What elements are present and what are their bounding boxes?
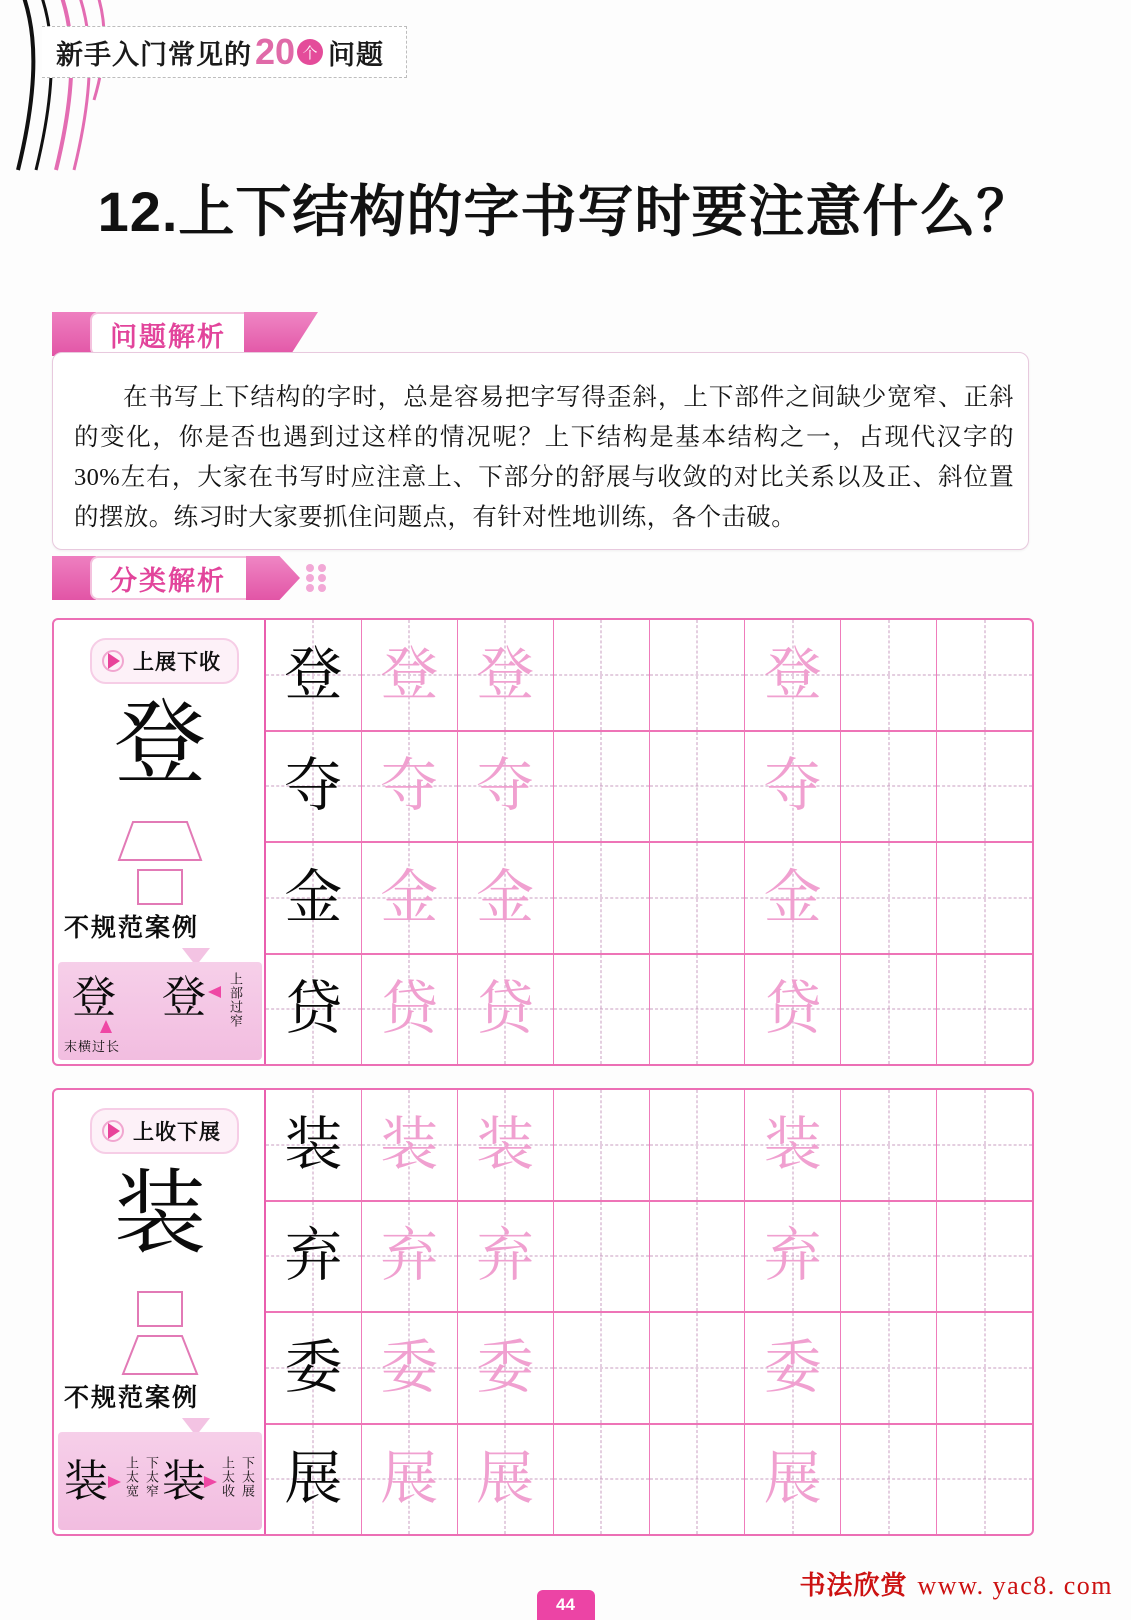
block-2-bad-char-1: 装	[64, 1457, 108, 1506]
block-1-row-2	[266, 732, 1032, 844]
block-2-bad-arrow-1-icon	[108, 1476, 121, 1488]
grid-cell[interactable]	[266, 1202, 362, 1312]
grid-char-trace: 登	[380, 641, 439, 707]
grid-char-trace: 登	[763, 641, 822, 707]
grid-char-model: 登	[284, 641, 343, 707]
grid-cell[interactable]	[937, 1202, 1032, 1312]
block-1-bad-char-1: 登	[72, 973, 116, 1022]
grid-char-trace: 贷	[476, 976, 535, 1042]
watermark-site-name: 书法欣赏	[799, 1571, 908, 1600]
banner-label-category: 分类解析	[110, 565, 226, 596]
grid-char-trace: 弃	[476, 1223, 535, 1289]
grid-cell[interactable]	[458, 1090, 554, 1200]
block-2-bad-note-1-top: 上太宽	[124, 1456, 139, 1498]
banner-category-analysis	[52, 556, 328, 600]
play-triangle-icon	[102, 1120, 124, 1142]
grid-cell[interactable]	[458, 843, 554, 953]
grid-char-model: 装	[284, 1111, 343, 1177]
block-1-left-panel	[54, 620, 266, 1064]
grid-cell[interactable]	[266, 620, 362, 730]
block-2-bad-note-1-bottom: 下太窄	[144, 1456, 159, 1498]
grid-cell[interactable]	[362, 1202, 458, 1312]
grid-cell[interactable]	[745, 620, 841, 730]
block-2-row-2	[266, 1202, 1032, 1314]
grid-cell[interactable]	[362, 1313, 458, 1423]
block-1-bad-arrow-1-icon	[100, 1020, 112, 1033]
block-2-bad-arrow-2-icon	[204, 1476, 217, 1488]
banner-chevron-dots-icon	[304, 564, 328, 592]
grid-char-trace: 夺	[763, 753, 822, 819]
block-1-tag-label: 上展下收	[133, 651, 221, 674]
grid-cell[interactable]	[362, 732, 458, 842]
block-1-bad-example-2	[162, 973, 206, 1022]
grid-cell[interactable]	[458, 955, 554, 1065]
block-1-bad-note-1: 末横过长	[64, 1039, 121, 1054]
footer-watermark	[800, 1565, 1114, 1602]
grid-cell[interactable]	[266, 843, 362, 953]
block-1-bad-label: 不规范案例	[64, 914, 200, 942]
grid-cell[interactable]	[937, 732, 1032, 842]
block-2-row-4	[266, 1425, 1032, 1535]
block-2-shape-diagram	[54, 1288, 266, 1380]
block-1-bad-arrow-2-icon	[208, 986, 221, 998]
page-number-tab	[537, 1590, 595, 1620]
grid-cell[interactable]	[362, 1090, 458, 1200]
grid-cell[interactable]	[554, 955, 650, 1065]
grid-cell[interactable]	[554, 1313, 650, 1423]
block-2-bad-example-2	[162, 1457, 206, 1506]
grid-char-trace: 装	[763, 1111, 822, 1177]
running-head-unit: 个	[297, 39, 323, 65]
grid-char-trace: 展	[763, 1446, 822, 1512]
grid-cell[interactable]	[650, 1090, 746, 1200]
running-head-prefix: 新手入门常见的	[56, 39, 252, 70]
grid-cell[interactable]	[266, 1090, 362, 1200]
grid-cell[interactable]	[841, 620, 937, 730]
block-2-bad-examples-box	[58, 1432, 262, 1530]
block-1-row-4	[266, 955, 1032, 1065]
grid-cell[interactable]	[841, 1090, 937, 1200]
grid-char-trace: 弃	[763, 1223, 822, 1289]
grid-cell[interactable]	[650, 1313, 746, 1423]
block-1-model-char: 登	[113, 693, 206, 795]
block-2-bad-char-2: 装	[162, 1457, 206, 1506]
banner-problem-analysis	[52, 312, 318, 356]
grid-char-trace: 展	[380, 1446, 439, 1512]
play-triangle-icon	[102, 650, 124, 672]
grid-char-trace: 委	[380, 1334, 439, 1400]
grid-cell[interactable]	[266, 1425, 362, 1535]
banner-arrow-icon	[246, 556, 300, 600]
grid-cell[interactable]	[554, 620, 650, 730]
grid-cell[interactable]	[745, 1313, 841, 1423]
block-2-bad-label: 不规范案例	[64, 1384, 200, 1412]
block-2-grid	[266, 1090, 1032, 1534]
block-1-bad-char-2: 登	[162, 973, 206, 1022]
block-1-tag[interactable]	[90, 638, 239, 684]
grid-cell[interactable]	[554, 732, 650, 842]
grid-char-model: 贷	[284, 976, 343, 1042]
explanation-text: 在书写上下结构的字时，总是容易把字写得歪斜，上下部件之间缺少宽窄、正斜的变化，你是否也遇到过这样的情况呢？上下结构是基本结构之一，占现代汉字的30%左右，大家在书写时应注意上、下部分的舒展与收敛的对比关系以及正、斜位置的摆放。练习时大家要抓住问题点，有针对性地训练，各个击破。	[74, 384, 1014, 531]
grid-cell[interactable]	[841, 843, 937, 953]
grid-cell[interactable]	[745, 1202, 841, 1312]
grid-char-trace: 委	[476, 1334, 535, 1400]
grid-char-model: 展	[284, 1446, 343, 1512]
running-head	[42, 26, 407, 78]
block-1-shape-diagram	[54, 818, 266, 910]
block-1-row-1	[266, 620, 1032, 732]
grid-cell[interactable]	[650, 843, 746, 953]
block-1-bad-examples-box	[58, 962, 262, 1060]
grid-char-model: 夺	[284, 753, 343, 819]
grid-char-trace: 夺	[476, 753, 535, 819]
grid-cell[interactable]	[650, 1202, 746, 1312]
block-2-row-1	[266, 1090, 1032, 1202]
grid-cell[interactable]	[937, 955, 1032, 1065]
grid-cell[interactable]	[841, 732, 937, 842]
block-2-bad-note-2-bottom: 下太展	[240, 1456, 255, 1498]
grid-cell[interactable]	[841, 1202, 937, 1312]
grid-cell[interactable]	[266, 955, 362, 1065]
grid-cell[interactable]	[458, 732, 554, 842]
grid-cell[interactable]	[937, 1425, 1032, 1535]
page-number: 44	[556, 1595, 575, 1614]
grid-cell[interactable]	[554, 1090, 650, 1200]
grid-cell[interactable]	[937, 1313, 1032, 1423]
block-1-row-3	[266, 843, 1032, 955]
grid-cell[interactable]	[841, 955, 937, 1065]
grid-cell[interactable]	[362, 955, 458, 1065]
grid-cell[interactable]	[458, 1425, 554, 1535]
grid-char-trace: 登	[476, 641, 535, 707]
banner-pill-2	[90, 556, 254, 600]
block-2-bad-note-2-top: 上太收	[220, 1456, 235, 1498]
block-2-row-3	[266, 1313, 1032, 1425]
grid-char-trace: 弃	[380, 1223, 439, 1289]
grid-cell[interactable]	[554, 1202, 650, 1312]
grid-cell[interactable]	[937, 843, 1032, 953]
watermark-url: www. yac8. com	[917, 1571, 1113, 1600]
grid-cell[interactable]	[841, 1313, 937, 1423]
grid-cell[interactable]	[650, 1425, 746, 1535]
block-1-bad-note-2: 上部过窄	[228, 972, 243, 1028]
running-head-suffix: 问题	[328, 39, 385, 70]
grid-cell[interactable]	[745, 1090, 841, 1200]
banner-pill	[90, 312, 254, 356]
grid-char-model: 金	[284, 864, 343, 930]
grid-cell[interactable]	[650, 955, 746, 1065]
grid-char-trace: 贷	[763, 976, 822, 1042]
grid-char-trace: 贷	[380, 976, 439, 1042]
grid-cell[interactable]	[937, 1090, 1032, 1200]
practice-block-1	[52, 618, 1034, 1066]
grid-char-trace: 展	[476, 1446, 535, 1512]
grid-cell[interactable]	[745, 732, 841, 842]
grid-cell[interactable]	[650, 732, 746, 842]
grid-cell[interactable]	[458, 1313, 554, 1423]
block-2-model-char: 装	[113, 1163, 206, 1265]
block-2-tag-label: 上收下展	[133, 1121, 221, 1144]
grid-cell[interactable]	[362, 1425, 458, 1535]
grid-char-trace: 装	[476, 1111, 535, 1177]
grid-char-trace: 金	[476, 864, 535, 930]
running-head-number: 20	[255, 31, 296, 72]
grid-cell[interactable]	[554, 1425, 650, 1535]
grid-cell[interactable]	[745, 843, 841, 953]
grid-char-trace: 金	[763, 864, 822, 930]
grid-cell[interactable]	[745, 1425, 841, 1535]
block-1-bad-example-1	[72, 973, 116, 1022]
banner-tail-icon	[244, 312, 318, 356]
grid-char-trace: 金	[380, 864, 439, 930]
block-2-bad-example-1	[64, 1457, 108, 1506]
practice-block-2	[52, 1088, 1034, 1536]
grid-cell[interactable]	[458, 620, 554, 730]
grid-cell[interactable]	[266, 732, 362, 842]
block-2-tag[interactable]	[90, 1108, 239, 1154]
grid-cell[interactable]	[458, 1202, 554, 1312]
grid-char-model: 委	[284, 1334, 343, 1400]
grid-cell[interactable]	[841, 1425, 937, 1535]
grid-cell[interactable]	[650, 620, 746, 730]
block-1-grid	[266, 620, 1032, 1064]
grid-cell[interactable]	[362, 843, 458, 953]
grid-char-model: 弃	[284, 1223, 343, 1289]
grid-cell[interactable]	[362, 620, 458, 730]
grid-cell[interactable]	[266, 1313, 362, 1423]
grid-cell[interactable]	[745, 955, 841, 1065]
banner-label-problem: 问题解析	[110, 321, 226, 352]
grid-cell[interactable]	[554, 843, 650, 953]
grid-cell[interactable]	[937, 620, 1032, 730]
grid-char-trace: 委	[763, 1334, 822, 1400]
page-title: 12.上下结构的字书写时要注意什么？	[97, 180, 1034, 243]
grid-char-trace: 夺	[380, 753, 439, 819]
block-2-left-panel	[54, 1090, 266, 1534]
grid-char-trace: 装	[380, 1111, 439, 1177]
